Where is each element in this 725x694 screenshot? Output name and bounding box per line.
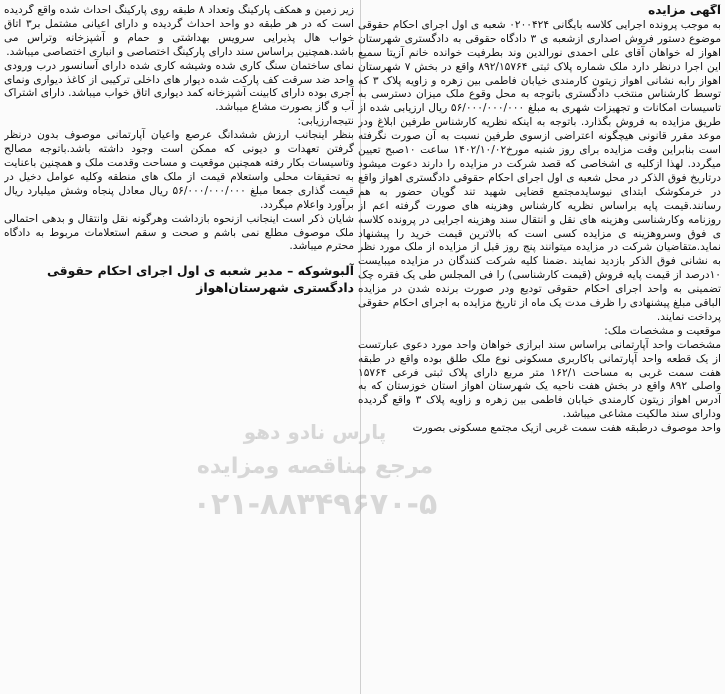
- watermark-phone: ۰۲۱-۸۸۳۴۹۶۷۰-۵: [192, 487, 438, 522]
- notice-title: آگهی مزایده: [648, 4, 721, 17]
- notice-left-column: [4, 4, 354, 384]
- valuation-result-heading: نتیجه‌ارزیابی:: [297, 115, 354, 128]
- valuation-paragraph: بنظر اینجانب ارزش ششدانگ عرصع واعیان آپارتمانی موصوف بدون درنظر گرفتن تعهدات و دیونی که ممکن است وجود داشته باشد.باتوجه مصالح وتاسیسات بکار رفته همچنین موقعیت و مساحت وقدمت ملک و همچنین باعنایت به تحقیقات محلی واستعلام قیمت از ملک های منطقه وکلیه عوامل دخیل در قیمت گذاری جمعا مبلغ ۵۶/۰۰۰/۰۰۰/۰۰۰ ریال معادل پنجاه وشش میلیارد ریال برآورد واعلام میگردد.: [4, 129, 354, 211]
- watermark-tagline: مرجع مناقصه ومزایده: [196, 454, 434, 479]
- property-specs-heading: موقعیت و مشخصات ملک:: [604, 324, 721, 337]
- notice-right-column: [358, 4, 721, 692]
- facade-description-paragraph: نمای ساختمان سنگ کاری شده وشیشه کاری شده دارای آسانسور درب ورودی واحد ضد سرقت کف پارکت شده دیوار های داخلی ترکیبی از کاغذ دیواری ونمای آجری بوده دارای کابینت آشپزخانه کمد دیواری اتاق خواب میباشد. دارای اشتراک آب و گاز بصورت مشاع میباشد.: [4, 59, 354, 114]
- signature: آلبوشوکه – مدیر شعبه ی اول اجرای احکام حقوقی دادگستری شهرستان‌اهواز: [47, 263, 354, 296]
- building-description-paragraph: زیر زمین و همکف پارکینگ وتعداد ۸ طبقه روی پارکینگ احداث شده واقع گردیده است که در هر طبقه دو واحد احداث گردیده و دارای اعیانی مشتمل بر۳ اتاق خواب هال پذیرایی سرویس بهداشتی و حمام و آشپزخانه وتراس می باشد.همچنین براساس سند دارای پارکینگ اختصاصی و انباری اختصاصی میباشد.: [4, 4, 354, 58]
- watermark-brand: پارس نادو دهو: [243, 420, 387, 444]
- notice-body-paragraph-1: به موجب پرونده اجرایی کلاسه بایگانی ۰۲۰۰۴۲۴ شعبه ی اول اجرای احکام حقوقی موضوع دستور فروش اصداری ازشعبه ی ۳ دادگاه حقوقی به دادگستری شهرستان اهواز له خواهان آقای علی احمدی نورالدین وند بطرفیت خوانده خانم آزیتا سمیع این اجرا درنظر دارد ملک شماره پلاک ثبتی ۸۹۲/۱۵۷۶۴ واقع در بخش ۷ شهرستان اهواز رابه نشانی اهواز زیتون کارمندی خیابان فاطمی بین زهره و زاویه پلاک ۳ که توسط کارشناس منتخب دادگستری باتوجه به محل وقوع ملک میزان دسترسی به تاسیسات امکانات و تجهیزات شهری به مبلغ ۵۶/۰۰۰/۰۰۰/۰۰۰ ریال ارزیابی شده از طریق مزایده به فروش بگذارد. باتوجه به اینکه نظریه کارشناس طرفین ابلاغ ودر موعد مقرر قانونی هیچگونه اعتراضی ازسوی طرفین نسبت به آن صورت نگرفته است بنابراین وقت مزایده برای روز شنبه مورخ۱۴۰۲/۱۰/۰۲ ساعت ۱۰صبح تعیین میگردد. لهذا ازکلیه ی اشخاصی که قصد شرکت در مزایده را دارند دعوت میشود درتاریخ فوق الذکر در محل شعبه ی اول اجرای احکام حقوقی دادگستری اهواز واقع در خرمکوشک ابتدای نیوسایدمجتمع قضایی شهید تند گویان حضور به هم رسانند.قیمت پایه براساس نظریه کارشناس وهزینه های صورت گرفته اعم از روزنامه وکارشناسی وهزینه های نقل و انتقال سند وهزینه اجرایی در پرونده کلاسه ی فوق وسروهزینه ی مزایده کسی است که بالاترین قیمت خرید را پیشنهاد نماید.متقاضیان شرکت در مزایده میتوانند پنج روز قبل از مزایده از ملک مورد نظر به نشانی فوق الذکر بازدید نمایند .ضمنا کلیه شرکت کنندگان در مزایده میبایست ۱۰درصد از قیمت پایه فروش (قیمت کارشناسی) را فی المجلس طی یک فقره چک تضمینی به واحد اجرای احکام حقوقی تودیع ودر صورت برنده شدن در مزایده الباقی مبلغ پیشنهادی را ظرف مدت یک ماه از تاریخ مزایده به اجرای احکام حقوقی پرداخت نمایند.: [358, 18, 721, 323]
- notice-body-paragraph-2: مشخصات واحد آپارتمانی براساس سند ابرازی خواهان واحد مورد دعوی عبارتست از یک قطعه واحد آپارتمانی باکاربری مسکونی نوع ملک طلق بوده واقع در طبقه هفت سمت غربی به مساحت ۱۶۲/۱ متر مربع دارای پلاک ثبتی فرعی ۱۵۷۶۴ واصلی ۸۹۲ واقع در بخش هفت ناحیه یک شهرستان اهواز استان خوزستان که به آدرس اهواز زیتون کارمندی خیابان فاطمی بین زهره و زاویه پلاک ۳ واقع گردیده ودارای سند مالکیت مشاعی میباشد.: [358, 338, 721, 421]
- notice-body-paragraph-3: واحد موصوف درطبقه هفت سمت غربی ازیک مجتمع مسکونی بصورت: [412, 422, 721, 435]
- disclaimer-paragraph: شایان ذکر است اینجانب ازنحوه بازداشت وهرگونه نقل وانتقال و بدهی احتمالی ملک موصوف مطلع نمی باشم و صحت و سقم استعلامات مربوط به دادگاه محترم میباشد.: [4, 212, 354, 253]
